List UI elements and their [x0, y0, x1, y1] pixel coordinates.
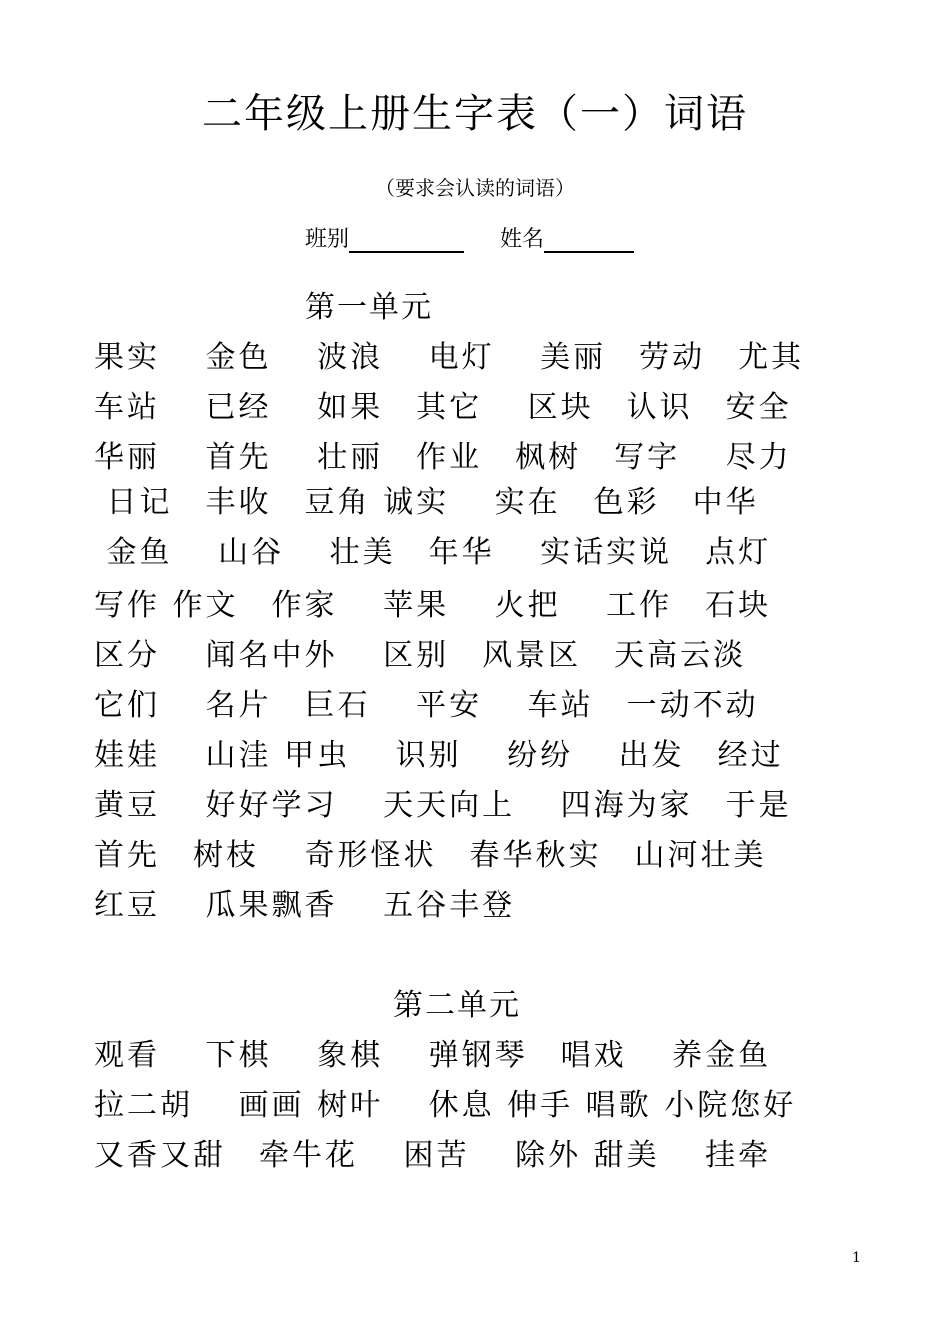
unit-1-word-row: 娃娃 山洼 甲虫 识别 纷纷 出发 经过	[94, 738, 784, 773]
name-label: 姓名	[500, 227, 545, 252]
unit-2-title: 第二单元	[393, 988, 521, 1023]
unit-1-word-row: 它们 名片 巨石 平安 车站 一动不动	[94, 688, 759, 723]
student-info-fields	[305, 222, 634, 253]
unit-1-title: 第一单元	[305, 290, 433, 325]
unit-2-word-row: 观看 下棋 象棋 弹钢琴 唱戏 养金鱼	[94, 1038, 772, 1073]
unit-1-word-row: 果实 金色 波浪 电灯 美丽 劳动 尤其	[94, 340, 805, 375]
unit-1-word-row: 日记 丰收 豆角 诚实 实在 色彩 中华	[94, 485, 759, 520]
unit-2-word-row: 又香又甜 牵牛花 困苦 除外 甜美 挂牵	[94, 1138, 772, 1173]
unit-1-word-row: 写作 作文 作家 苹果 火把 工作 石块	[94, 588, 772, 623]
unit-1-word-row: 区分 闻名中外 区别 风景区 天高云淡	[94, 638, 747, 673]
name-blank-line[interactable]	[544, 227, 634, 253]
unit-2-word-row: 拉二胡 画画 树叶 休息 伸手 唱歌 小院您好	[94, 1088, 797, 1123]
unit-1-word-row: 华丽 首先 壮丽 作业 枫树 写字 尽力	[94, 440, 792, 475]
unit-1-word-row: 黄豆 好好学习 天天向上 四海为家 于是	[94, 788, 792, 823]
page-number: 1	[852, 1250, 861, 1266]
unit-1-word-row: 红豆 瓜果飘香 五谷丰登	[94, 888, 516, 923]
page-subtitle: （要求会认读的词语）	[375, 176, 575, 200]
unit-1-word-row: 金鱼 山谷 壮美 年华 实话实说 点灯	[94, 535, 772, 570]
class-label: 班别	[305, 227, 350, 252]
unit-1-word-row: 车站 已经 如果 其它 区块 认识 安全	[94, 390, 792, 425]
unit-1-word-row: 首先 树枝 奇形怪状 春华秋实 山河壮美	[94, 838, 767, 873]
class-blank-line[interactable]	[349, 227, 464, 253]
page-title: 二年级上册生字表（一）词语	[202, 91, 748, 137]
